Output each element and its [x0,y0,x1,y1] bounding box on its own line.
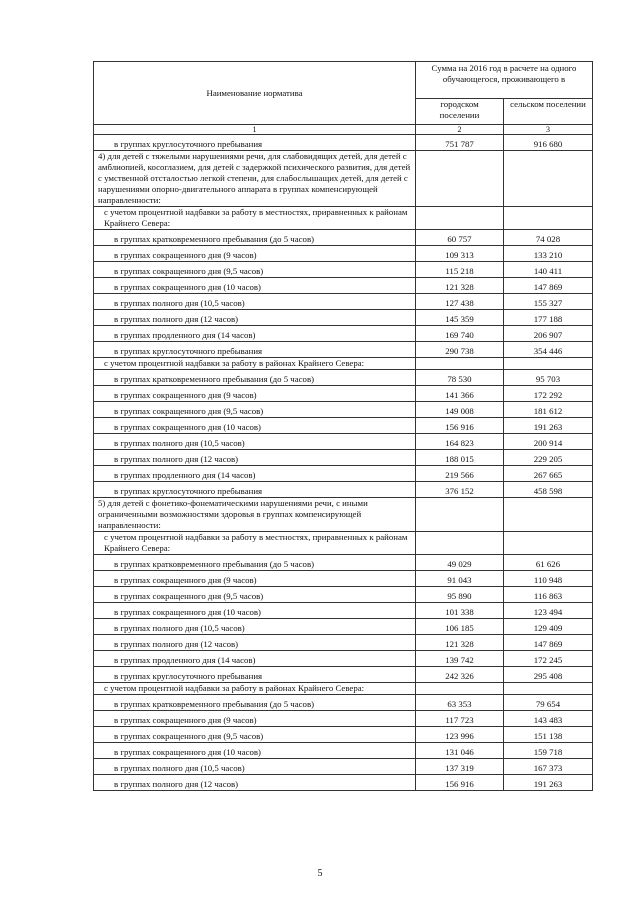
row-label: в группах полного дня (12 часов) [94,635,416,651]
section-row [94,498,593,532]
rural-value: 95 703 [504,370,593,386]
table-row [94,278,593,294]
empty-cell [504,498,593,532]
table-row [94,402,593,418]
subsection-heading: с учетом процентной надбавки за работу в местностях, приравненных к районам Крайнего Севера: [94,207,416,230]
urban-value: 91 043 [416,571,504,587]
row-label: в группах сокращенного дня (9 часов) [94,386,416,402]
rural-value: 177 188 [504,310,593,326]
rural-value: 172 292 [504,386,593,402]
urban-value: 169 740 [416,326,504,342]
table-row [94,711,593,727]
urban-value: 115 218 [416,262,504,278]
rural-value: 191 263 [504,418,593,434]
rural-value: 206 907 [504,326,593,342]
empty-cell [504,151,593,207]
urban-value: 242 326 [416,667,504,683]
urban-value: 78 530 [416,370,504,386]
urban-value: 49 029 [416,555,504,571]
row-label: в группах кратковременного пребывания (до 5 часов) [94,230,416,246]
table-row [94,775,593,791]
table-header-row [94,62,593,99]
row-label: в группах круглосуточного пребывания [94,667,416,683]
rural-value: 147 869 [504,278,593,294]
table-row [94,386,593,402]
rural-value: 267 665 [504,466,593,482]
urban-value: 106 185 [416,619,504,635]
table-row [94,246,593,262]
section-row [94,151,593,207]
row-label: в группах полного дня (12 часов) [94,775,416,791]
row-label: в группах полного дня (12 часов) [94,310,416,326]
row-label: в группах сокращенного дня (9,5 часов) [94,727,416,743]
rural-value: 200 914 [504,434,593,450]
norms-table [93,61,593,791]
table-row [94,759,593,775]
row-label: в группах полного дня (10,5 часов) [94,619,416,635]
row-label: в группах сокращенного дня (10 часов) [94,743,416,759]
table-row [94,555,593,571]
row-label: в группах сокращенного дня (10 часов) [94,603,416,619]
row-label: в группах сокращенного дня (9,5 часов) [94,402,416,418]
empty-cell [416,207,504,230]
subsection-row [94,683,593,695]
header-rural: сельском поселении [504,99,593,125]
empty-cell [416,358,504,370]
table-row [94,342,593,358]
urban-value: 95 890 [416,587,504,603]
table-row [94,135,593,151]
header-name-col: Наименование норматива [94,62,416,125]
empty-cell [416,498,504,532]
table-row [94,603,593,619]
rural-value: 191 263 [504,775,593,791]
row-label: в группах продленного дня (14 часов) [94,326,416,342]
row-label: в группах полного дня (10,5 часов) [94,434,416,450]
empty-cell [416,151,504,207]
table-row [94,310,593,326]
column-number-row [94,125,593,135]
rural-value: 143 483 [504,711,593,727]
rural-value: 151 138 [504,727,593,743]
table-row [94,326,593,342]
row-label: в группах продленного дня (14 часов) [94,651,416,667]
table-row [94,635,593,651]
urban-value: 376 152 [416,482,504,498]
rural-value: 123 494 [504,603,593,619]
urban-value: 123 996 [416,727,504,743]
urban-value: 121 328 [416,278,504,294]
urban-value: 149 008 [416,402,504,418]
urban-value: 219 566 [416,466,504,482]
row-label: в группах круглосуточного пребывания [94,342,416,358]
subsection-row [94,207,593,230]
table-row [94,743,593,759]
table-row [94,370,593,386]
subsection-row [94,532,593,555]
rural-value: 159 718 [504,743,593,759]
column-number-1: 1 [94,125,416,135]
urban-value: 117 723 [416,711,504,727]
urban-value: 137 319 [416,759,504,775]
urban-value: 156 916 [416,418,504,434]
urban-value: 63 353 [416,695,504,711]
row-label: в группах кратковременного пребывания (до 5 часов) [94,695,416,711]
table-row [94,587,593,603]
urban-value: 131 046 [416,743,504,759]
rural-value: 110 948 [504,571,593,587]
urban-value: 109 313 [416,246,504,262]
row-label: в группах сокращенного дня (10 часов) [94,278,416,294]
rural-value: 181 612 [504,402,593,418]
urban-value: 60 757 [416,230,504,246]
table-row [94,571,593,587]
row-label: в группах полного дня (12 часов) [94,450,416,466]
row-label: в группах сокращенного дня (9 часов) [94,711,416,727]
table-row [94,262,593,278]
table-row [94,619,593,635]
table-row [94,482,593,498]
rural-value: 79 654 [504,695,593,711]
section-heading: 5) для детей с фонетико-фонематическими нарушениями речи, с иными ограниченными возможностями здоровья в группах компенсирующей направленности: [94,498,416,532]
row-label: в группах кратковременного пребывания (до 5 часов) [94,555,416,571]
rural-value: 147 869 [504,635,593,651]
empty-cell [504,683,593,695]
header-urban: городском поселении [416,99,504,125]
urban-value: 101 338 [416,603,504,619]
table-row [94,466,593,482]
empty-cell [504,532,593,555]
table-row [94,418,593,434]
row-label: в группах круглосуточного пребывания [94,135,416,151]
table-row [94,434,593,450]
urban-value: 139 742 [416,651,504,667]
empty-cell [416,683,504,695]
row-label: в группах сокращенного дня (9,5 часов) [94,587,416,603]
column-number-3: 3 [504,125,593,135]
rural-value: 229 205 [504,450,593,466]
rural-value: 916 680 [504,135,593,151]
rural-value: 129 409 [504,619,593,635]
empty-cell [416,532,504,555]
rural-value: 116 863 [504,587,593,603]
empty-cell [504,207,593,230]
subsection-row [94,358,593,370]
row-label: в группах сокращенного дня (10 часов) [94,418,416,434]
urban-value: 751 787 [416,135,504,151]
row-label: в группах полного дня (10,5 часов) [94,294,416,310]
urban-value: 145 359 [416,310,504,326]
subsection-heading: с учетом процентной надбавки за работу в местностях, приравненных к районам Крайнего Севера: [94,532,416,555]
rural-value: 155 327 [504,294,593,310]
table-row [94,727,593,743]
table-row [94,294,593,310]
subsection-heading: с учетом процентной надбавки за работу в районах Крайнего Севера: [94,683,416,695]
column-number-2: 2 [416,125,504,135]
rural-value: 172 245 [504,651,593,667]
rural-value: 74 028 [504,230,593,246]
row-label: в группах сокращенного дня (9,5 часов) [94,262,416,278]
empty-cell [504,358,593,370]
table-row [94,695,593,711]
row-label: в группах сокращенного дня (9 часов) [94,246,416,262]
subsection-heading: с учетом процентной надбавки за работу в районах Крайнего Севера: [94,358,416,370]
row-label: в группах полного дня (10,5 часов) [94,759,416,775]
row-label: в группах круглосуточного пребывания [94,482,416,498]
urban-value: 127 438 [416,294,504,310]
header-sum-col: Сумма на 2016 год в расчете на одного обучающегося, проживающего в [416,62,593,99]
urban-value: 156 916 [416,775,504,791]
section-heading: 4) для детей с тяжелыми нарушениями речи, для слабовидящих детей, для детей с амблиопией, косоглазием, для детей с задержкой психического развития, для детей с умственной отсталостью легкой степени, для слабослышащих детей, для детей с нарушениями опорно-двигательного аппарата в группах компенсирующей направленности: [94,151,416,207]
rural-value: 167 373 [504,759,593,775]
table-row [94,667,593,683]
table-row [94,651,593,667]
table-row [94,230,593,246]
urban-value: 141 366 [416,386,504,402]
rural-value: 133 210 [504,246,593,262]
table-row [94,450,593,466]
urban-value: 188 015 [416,450,504,466]
rural-value: 354 446 [504,342,593,358]
rural-value: 140 411 [504,262,593,278]
norms-table-body [94,62,593,791]
urban-value: 121 328 [416,635,504,651]
urban-value: 164 823 [416,434,504,450]
rural-value: 61 626 [504,555,593,571]
urban-value: 290 738 [416,342,504,358]
row-label: в группах кратковременного пребывания (до 5 часов) [94,370,416,386]
row-label: в группах сокращенного дня (9 часов) [94,571,416,587]
rural-value: 295 408 [504,667,593,683]
row-label: в группах продленного дня (14 часов) [94,466,416,482]
rural-value: 458 598 [504,482,593,498]
page-number: 5 [317,868,323,879]
